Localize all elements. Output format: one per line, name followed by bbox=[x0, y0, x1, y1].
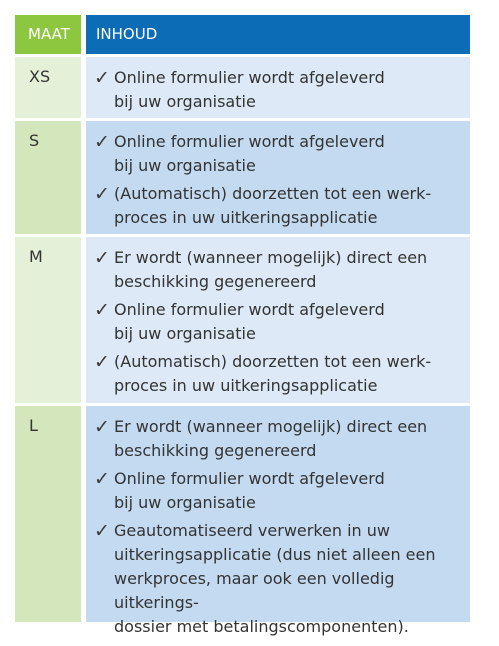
check-icon: ✓ bbox=[94, 468, 110, 490]
item-line: bij uw organisatie bbox=[114, 156, 256, 175]
check-icon: ✓ bbox=[94, 416, 110, 438]
item-line: dossier met betalingscomponenten). bbox=[114, 617, 409, 636]
list-item bbox=[94, 182, 460, 230]
item-line: werkproces, maar ook een volledig uitkerings- bbox=[114, 569, 395, 612]
check-icon: ✓ bbox=[94, 520, 110, 542]
check-icon: ✓ bbox=[94, 351, 110, 373]
list-item bbox=[94, 298, 460, 346]
table-row-xs bbox=[15, 57, 470, 118]
check-icon: ✓ bbox=[94, 183, 110, 205]
item-line: proces in uw uitkeringsapplicatie bbox=[114, 208, 378, 227]
check-icon: ✓ bbox=[94, 131, 110, 153]
content-cell bbox=[86, 237, 470, 403]
size-label: XS bbox=[15, 57, 81, 118]
item-line: beschikking gegenereerd bbox=[114, 272, 317, 291]
list-item bbox=[94, 519, 460, 639]
table-row-s bbox=[15, 121, 470, 234]
check-icon: ✓ bbox=[94, 299, 110, 321]
item-line: proces in uw uitkeringsapplicatie bbox=[114, 376, 378, 395]
item-line: (Automatisch) doorzetten tot een werk- bbox=[114, 184, 432, 203]
item-line: Er wordt (wanneer mogelijk) direct een bbox=[114, 417, 428, 436]
check-icon: ✓ bbox=[94, 247, 110, 269]
table-header bbox=[15, 15, 470, 54]
item-line: bij uw organisatie bbox=[114, 92, 256, 111]
item-line: beschikking gegenereerd bbox=[114, 441, 317, 460]
item-line: (Automatisch) doorzetten tot een werk- bbox=[114, 352, 432, 371]
size-table bbox=[15, 15, 470, 636]
item-line: Er wordt (wanneer mogelijk) direct een bbox=[114, 248, 428, 267]
item-line: Online formulier wordt afgeleverd bbox=[114, 68, 385, 87]
list-item bbox=[94, 246, 460, 294]
item-line: Online formulier wordt afgeleverd bbox=[114, 132, 385, 151]
content-cell bbox=[86, 121, 470, 234]
check-icon: ✓ bbox=[94, 67, 110, 89]
list-item bbox=[94, 130, 460, 178]
content-cell bbox=[86, 406, 470, 636]
item-line: bij uw organisatie bbox=[114, 493, 256, 512]
list-item bbox=[94, 415, 460, 463]
header-maat: MAAT bbox=[15, 15, 81, 54]
size-label: S bbox=[15, 121, 81, 234]
item-line: bij uw organisatie bbox=[114, 324, 256, 343]
size-label: L bbox=[15, 406, 81, 622]
item-line: Geautomatiseerd verwerken in uw bbox=[114, 521, 390, 540]
size-label: M bbox=[15, 237, 81, 403]
header-inhoud: INHOUD bbox=[86, 15, 470, 54]
table-row-m bbox=[15, 237, 470, 403]
list-item bbox=[94, 467, 460, 515]
content-cell bbox=[86, 57, 470, 118]
table-row-l bbox=[15, 406, 470, 636]
list-item bbox=[94, 350, 460, 398]
list-item bbox=[94, 66, 460, 114]
item-line: Online formulier wordt afgeleverd bbox=[114, 469, 385, 488]
item-line: uitkeringsapplicatie (dus niet alleen een bbox=[114, 545, 436, 564]
item-line: Online formulier wordt afgeleverd bbox=[114, 300, 385, 319]
